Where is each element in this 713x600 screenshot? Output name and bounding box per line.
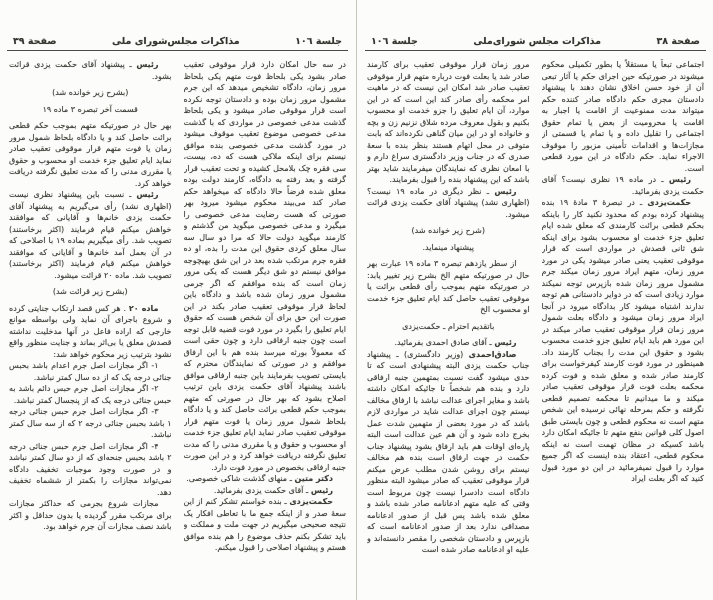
session-number: جلسة ١٠٦ [371,36,418,47]
speech-paragraph: حکمت‌یزدی ـ بنده خواستم تشکر کنم از این سعهٔ صدر و از اینکه جمع ما با تعاطی افکار یک نتیجه صحیحی میگیریم در جهت ملت و مملکت و باید تشکر بکنم حذف موضوع را هم بنده موافق هستم و پیشنهاد اصلاحی را قبول میکنم. [183,497,346,552]
text-paragraph: ۳- اگر مجازات اصل جرم حبس جنائی درجه ۱ باشد بحبس جنائی درجه ۲ که از سه سال کمتر نباشد. [9,407,172,439]
speaker-name: رئیس [668,175,692,184]
right-page [365,36,706,589]
speaker-name: دکتر متین [294,474,333,483]
speech-paragraph: صادق‌احمدی (وزیر دادگستری) ـ پیشنهاد جناب حکمت یزدی البته پیشنهادی است که تا حدی میشود گفت نسبت بمتهمین جنبه ارفاقی دارد و بنده هم شخصاً تا جائیکه امکان داشته باشد و مغایر اجرای عدالت نباشد با ارفاق مخالف نیستم چون اجرای عدالت شاید در مواردی لازم باشد که در مورد بعضی از متهمین شدت عمل بخرج داده شود و آن هم عین عدالت است البته پاره‌ای اوقات هم باید ارفاق بشود پیشنهاد جناب حکمت در جهت ارفاق است بنده هم مخالف نیستم برای روشن شدن مطلب عرض میکنم قرار موقوفی تعقیب که صادر میشود البته منظور دادگاه است دادسرا نیست چون مربوط است وقتی که علیه متهم ادعانامه صادر شده باشد و معلق شده باشد پس قبل از صدور ادعانامه مصداقی ندارد بعد از صدور ادعانامه است که بازپرس و دادستان شخصی را مقصر دانسته‌اند و علیه او ادعانامه صادر شده است [367,349,530,554]
text-column [542,59,705,589]
speaker-name: رئیس [310,485,333,495]
page-gutter-divider [356,0,357,600]
text-paragraph: اجتماعی تبعاً یا مستقلاً یا بطور تکمیلی محکوم میشوند در صورتیکه حین اجرای حکم یا آثار تبعی آن از خود حسن اخلاق نشان دهند با پیشنهاد دادستان مجری حکم دادگاه صادر کننده حکم میتواند مدت ممنوعیت از اقامت یا اجبار به اقامت یا محرومیت از بعض یا تمام حقوق اجتماعی را تقلیل داده و یا تمام یا قسمتی از مجازات‌ها و اقدامات تأمینی مزبور را موقوف الاجراء نماید. حکم دادگاه در این مورد قطعی است. [541,60,704,173]
speaker-name: رئیس [494,186,517,196]
session-number: جلسة ١٠٦ [295,36,342,47]
text-paragraph: ۲- اگر مجازات اصل جرم حبس دائم باشد به حبس جنائی درجه یک که از پنجسال کمتر نباشد. [9,384,172,405]
text-paragraph: از سطر یازدهم تبصره ۳ ماده ۱۹ عبارت بهر حال در صورتیکه متهم الخ بشرح زیر تغییر یابد: در صورتیکه متهم بموجب رأی قطعی برائت یا موقوفی تعقیب حاصل کند ایام تعلیق جزء خدمت او محسوب الخ [367,259,530,314]
text-column [367,59,530,589]
page-number: صفحة ٣٨ [656,36,700,47]
speech-paragraph: رئیس ـ پیشنهاد آقای حکمت یزدی قرائت بشود. [9,60,172,81]
text-column [184,59,347,589]
text-paragraph: مجازات شروع بجرمی که حداکثر مجازات برای مرتکب مقرر گردیده یا بدون حداقل و اکثر باشد نصف مجازات آن جرم خواهد بود. [9,499,172,531]
stage-direction: پیشنهاد مینماید. [422,242,475,252]
stage-direction: (بشرح زیر قرائت شد) [52,287,128,296]
speech-paragraph: دکتر متین ـ منهای گذشت شاکی خصوصی. [186,474,333,483]
speaker-name: رئیس [136,190,159,199]
text-column [9,59,172,589]
left-page [7,36,348,589]
page-number: صفحة ٣٩ [13,36,57,47]
text-paragraph: بهر حال در صورتیکه متهم بموجب حکم قطعی برائت حاصل کند و یا دادگاه بلحاظ شمول مرور زمان یا فوت متهم قرار موقوفی تعقیب صادر نماید ایام تعلیق جزء خدمت او محسوب و حقوق یا مقرری مدنی را که مدت تعلیق نگرفته دریافت خواهد کرد. [9,121,172,188]
speech-paragraph: رئیس ـ نظر دیگری در ماده ۱۹ نیست؟ (اظهاری نشد) پیشنهاد آقای حکمت یزدی قرائت میشود. [367,186,530,219]
speaker-name: رئیس [494,338,517,347]
left-page-columns [7,59,348,589]
stage-direction: باتقدیم احترام ـ حکمت‌یزدی [402,321,495,331]
right-page-columns [365,59,706,589]
speaker-name: حکمت‌یزدی [289,497,333,506]
text-paragraph: ۱- اگر مجازات اصل جرم اعدام باشد بحبس جنائی درجه یک که از ده سال کمتر نباشد. [9,361,172,382]
speaker-name: ماده ۲۰ [128,303,159,313]
stage-direction: (شرح زیر خوانده شد) [411,226,485,235]
left-page-header [7,36,348,51]
document-title: مذاکرات مجلس‌شورای ملی [112,36,240,47]
speech-paragraph: رئیس ـ آقای حکمت یزدی بفرمائید. [213,485,333,495]
text-paragraph: ۴- اگر مجازات اصل جرم حبس جنائی درجه ۲ باشد بحبس جنحه‌ای که از دو سال کمتر نباشد و در صورت وجود موجبات تخفیف دادگاه نمی‌تواند مجازات را بکمتر از ششماه تخفیف دهد. [9,441,172,497]
speech-paragraph: رئیس ـ نسبت باین پیشنهاد نظری نیست (اظهاری نشد) رأی می‌گیریم به پیشنهاد آقای حکمت یزدی خانم‌ها و آقایانی که موافقند خواهش میکنم قیام فرمایند (اکثر برخاستند) تصویب شد. رأی میگیریم بماده ۱۹ با اصلاحی که در آن بعمل آمد خانم‌ها و آقایانی که موافقند خواهش میکنم قیام فرمایند (اکثر برخاستند) تصویب شد. ماده ۲۰ قرائت میشود. [9,190,172,280]
speech-paragraph: رئیس ـ آقای صادق احمدی بفرمائید. [394,338,517,347]
speaker-name: صادق‌احمدی [468,349,517,359]
stage-direction: قسمت آخر تبصره ۳ ماده ۱۹ [42,104,138,114]
document-title: مذاکرات مجلس شورای‌ملی [473,36,601,47]
speaker-name: رئیس [136,60,159,69]
text-paragraph: مرور زمان قرار موقوفی تعقیب برای کارمند صادر شد یا بعلت فوت درباره متهم قرار موقوفی تعقیب صادر شد امکان این نیست که در ماهیت امر محکمه رأی صادر کند این است که در این موارد، آن ایام تعلیق را جزو خدمت او محسوب بکنیم و بقول معروف مرده شلاق نزنیم زن و بچه و خانواده او در این میان گناهی نکرده‌اند که بابت متوفی در محل اتهام هستند بنظر بنده با سعهٔ صدری که در جناب وزیر دادگستری سراغ دارم و با امعان نظری که نمایندگان میفرمایند شاید بهتر باشد که این پیشنهاد بنده را قبول بفرمایند. [367,60,530,184]
speech-paragraph: ماده ۲۰ . هر کس قصد ارتکاب جنایتی کرده و شروع باجرای آن نماید ولی بواسطه موانع خارجی که اراده فاعل در آنها مدخلیت نداشته قصدش معلق یا بی‌اثر بماند و جنایت منظور واقع نشود بترتیب زیر محکوم خواهد شد: [9,303,172,359]
speech-paragraph: رئیس ـ در ماده ۱۹ نظری نیست؟ آقای حکمت یزدی بفرمائید. [541,175,704,196]
text-paragraph: در سه حال امکان دارد قرار موقوفی تعقیب صادر بشود یکی بلحاظ فوت متهم یکی بلحاظ مرور زمان، دادگاه تشخیص میدهد که این جرم مشمول مرور زمان بوده و دادستان توجه نکرده است قرار موقوفی صادر میشود و یکی بلحاظ گذشت مدعی خصوصی در مواردی که با گذشت مدعی خصوصی موضوع تعقیب موقوف میشود در مورد گذشت مدعی خصوصی بنده موافق نیستم برای اینکه ملاکی هست که ده، بیست، سی فقره چک بلامحل کشیده و تحت تعقیب قرار گرفته و بعد رفته به دادگاه، کارمند دولت بوده معلق شده فرضاً حالا دادگاه که میخواهد حکم صادر کند می‌بیند محکوم میشود میرود بهر صورتی که هست رضایت مدعی خصوصی را میگیرد و مدعی خصوصی میگوید من گذشتم و کارمند میگوید دولت حالا که مرا دو سال سه سال معلق کردی حقوق این مدت را بده، او ده فقره جرم مرتکب شده بعد در این شق بهیچوجه موافق نیستم دو شق دیگر هست که یکی مرور زمان است که بنده موافقم که اگر جرمی مشمول مرور زمان شده باشد و دادگاه باین لحاظ قرار موقوفی تعقیب صادر بکند در این صورت این حق برای آن شخص هست که حقوق ایام تعلیق را بگیرد در مورد فوت قضیه قابل توجه است چون جنبه ارفاقی دارد و چون حقی است که معمولاً بورثه میرسد بنده هم با این ارفاق موافقم و در صورتی که نمایندگان محترم که بایستی تصویب بفرمایند باین جنبه ارفاقی موافق باشند پیشنهاد آقای حکمت یزدی باین ترتیب اصلاح بشود که بهر حال در صورتی که متهم بموجب حکم قطعی برائت حاصل کند و یا دادگاه بلحاظ شمول مرور زمان یا فوت متهم قرار موقوفی تعقیب صادر نماید ایام تعلیق جزء خدمت او محسوب و حقوق و یا مقرری مدنی را که مدت تعلیق نگرفته دریافت خواهد کرد و در این صورت جنبه ارفاقی بخصوص در مورد فوت دارد. [183,60,346,472]
right-page-header [365,36,706,51]
speech-paragraph: حکمت‌یزدی ـ در تبصرهٔ ۳ مادهٔ ۱۹ بنده پیشنهاد کرده بودم که محدود نکنید کار را باینکه بحکم قطعی برائت کارمندی که معلق شده ایام تعلیق جزء خدمت او محسوب بشود برای اینکه شق ثانی قصدش در مواردی است که قرار موقوفی تعقیب یعنی صادر میشود یکی در مورد مرور زمان، متهم ایراد مرور زمان میکند جرم مشمول مرور زمان شده بازپرس توجه نمیکند موارد زیادی است که در دوایر دادستانی هم توجه ندارند اشتباه میشود کار بدادگاه میرود در آنجا ایراد مرور زمان میشود و دادگاه بعلت شمول مرور زمان قرار موقوفی تعقیب صادر میکند در این مورد هم باید ایام تعلیق جزو خدمت محسوب بشود و حقوق این مدت را بجناب کارمند داد. همینطور در مورد فوت کارمند کیفرخواست برای کارمند صادر شده و معلق شده و فوت کرده محکمه بعلت فوت قرار موقوفی تعقیب صادر میکند و ما میدانیم تا محکمه تصمیم قطعی نگرفته و حکم بمرحله نهائی نرسیده این شخص متهم است نه محکوم قطعی و چون بایستی طبق اصول کلی قوانین بنفع متهم تا جائیکه امکان دارد باشد کسیکه در مظان تهمت است نه اینکه محکوم قطعی، اعتقاد بنده اینست که اگر جمیع موارد را قبول نمیفرمائید در این دو مورد قبول کنید که اگر بعلت ایراد [541,198,704,483]
stage-direction: (بشرح زیر خوانده شد) [52,88,129,97]
speaker-name: حکمت‌یزدی [647,198,692,207]
